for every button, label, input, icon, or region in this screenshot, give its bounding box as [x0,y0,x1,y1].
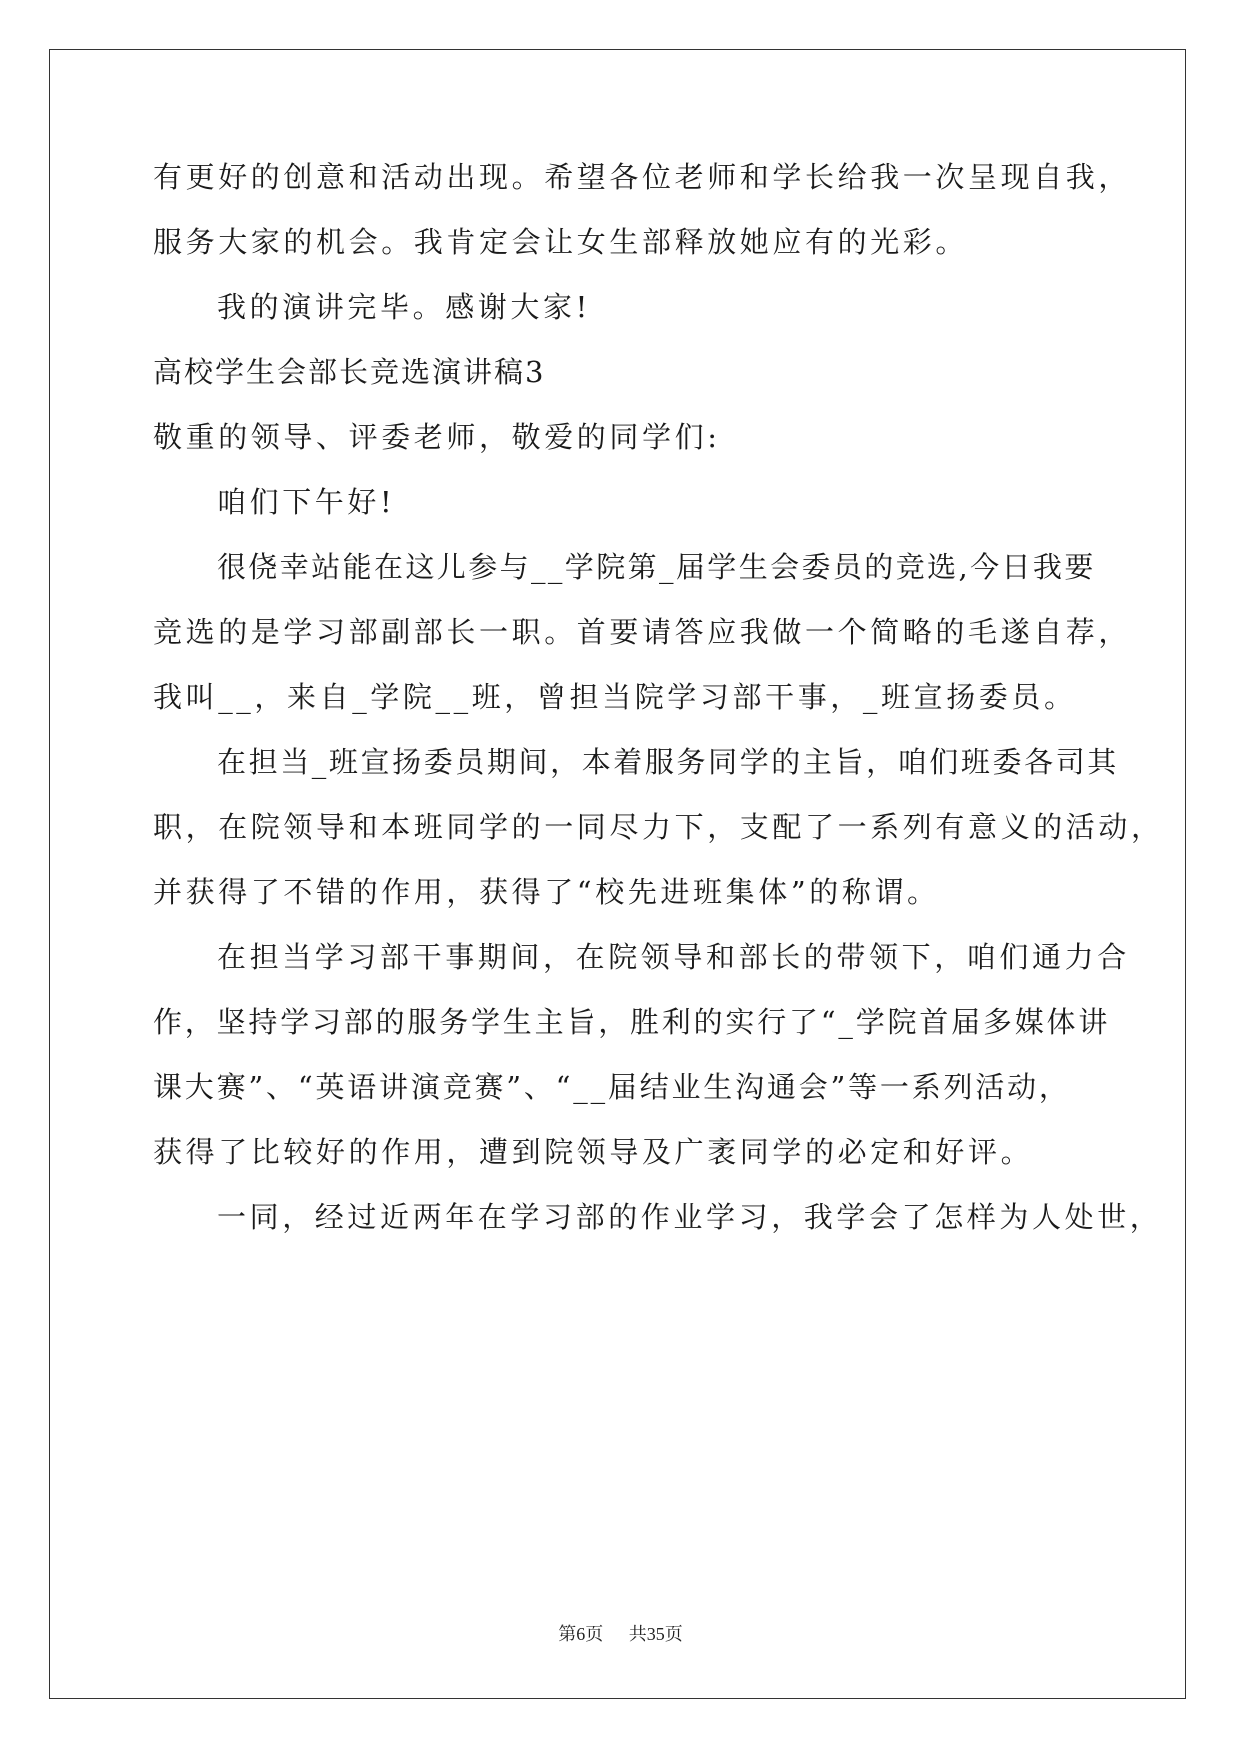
text-line: 很侥幸站能在这儿参与__学院第_届学生会委员的竞选,今日我要 [217,550,1096,584]
page-footer [0,1622,1241,1647]
text-line: 有更好的创意和活动出现。希望各位老师和学长给我一次呈现自我， [153,160,1132,194]
text-line: 咱们下午好! [217,485,396,519]
text-line: 在担当_班宣扬委员期间，本着服务同学的主旨，咱们班委各司其 [217,745,1119,779]
text-line: 并获得了不错的作用，获得了“校先进班集体”的称谓。 [153,875,940,909]
total-pages: 35 [646,1624,665,1644]
text-line: 我叫__，来自_学院__班，曾担当院学习部干事，_班宣扬委员。 [153,680,1077,714]
text-line: 服务大家的机会。我肯定会让女生部释放她应有的光彩。 [153,225,969,259]
text-line: 职，在院领导和本班同学的一同尽力下，支配了一系列有意义的活动， [153,810,1164,844]
page-prefix: 第 [558,1624,577,1645]
section-title: 高校学生会部长竞选演讲稿3 [153,355,546,389]
text-line: 在担当学习部干事期间，在院领导和部长的带领下，咱们通力合 [217,940,1130,974]
total-prefix: 共 [628,1624,647,1645]
text-line: 一同，经过近两年在学习部的作业学习，我学会了怎样为人处世， [217,1200,1163,1234]
total-unit: 页 [664,1624,683,1645]
text-line: 获得了比较好的作用，遭到院领导及广袤同学的必定和好评。 [153,1135,1034,1169]
text-line: 我的演讲完毕。感谢大家! [217,290,591,324]
salutation: 敬重的领导、评委老师，敬爱的同学们: [153,420,721,454]
page-number: 6 [576,1624,586,1644]
text-line: 竞选的是学习部副部长一职。首要请答应我做一个简略的毛遂自荐， [153,615,1132,649]
text-line: 作，坚持学习部的服务学生主旨，胜利的实行了“_学院首届多媒体讲 [153,1005,1111,1039]
page-unit: 页 [585,1624,604,1645]
text-line: 课大赛”、“英语讲演竞赛”、“__届结业生沟通会”等一系列活动， [153,1070,1071,1104]
